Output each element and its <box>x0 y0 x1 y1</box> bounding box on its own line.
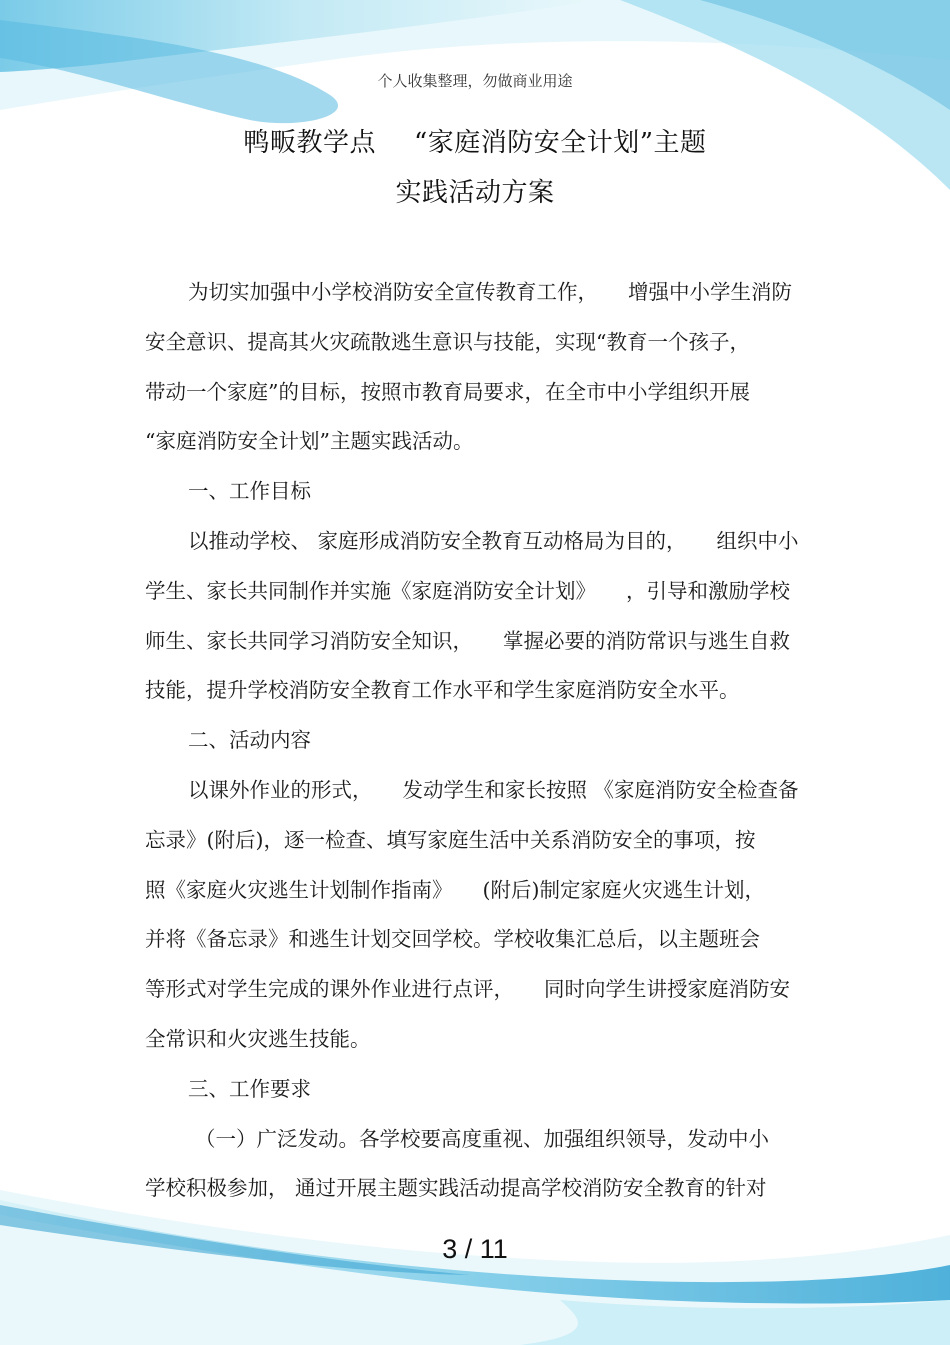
paragraph-line: 师生、家长共同学习消防安全知识， 掌握必要的消防常识与逃生自救 <box>145 628 790 653</box>
paragraph-line: 忘录》(附后)，逐一检查、填写家庭生活中关系消防安全的事项，按 <box>145 827 756 852</box>
paragraph-line: 安全意识、提高其火灾疏散逃生意识与技能，实现“教育一个孩子， <box>145 329 750 354</box>
paragraph-line: 以课外作业的形式， 发动学生和家长按照 《家庭消防安全检查备 <box>188 777 799 802</box>
section-heading-requirements: 三、工作要求 <box>188 1076 311 1101</box>
watermark-text: 个人收集整理，勿做商业用途 <box>377 72 573 90</box>
title-topic: “家庭消防安全计划”主题 <box>413 128 707 158</box>
paragraph-line: 全常识和火灾逃生技能。 <box>145 1026 371 1051</box>
document-title-line-1 <box>0 122 950 159</box>
paragraph-line: 照《家庭火灾逃生计划制作指南》 (附后)制定家庭火灾逃生计划， <box>145 877 765 902</box>
paragraph-line: 学生、家长共同制作并实施《家庭消防安全计划》 ，引导和激励学校 <box>145 578 790 603</box>
paragraph-line: 带动一个家庭”的目标，按照市教育局要求，在全市中小学组织开展 <box>145 379 750 404</box>
title-school-name: 鸭畈教学点 <box>243 128 376 158</box>
paragraph-line: 以推动学校、 家庭形成消防安全教育互动格局为目的， 组织中小 <box>188 528 799 553</box>
document-body <box>145 268 805 1214</box>
paragraph-line: 并将《备忘录》和逃生计划交回学校。学校收集汇总后，以主题班会 <box>145 927 760 952</box>
section-heading-content: 二、活动内容 <box>188 728 311 753</box>
page-number: 3 / 11 <box>442 1234 508 1264</box>
paragraph-line: “家庭消防安全计划”主题实践活动。 <box>145 429 474 454</box>
document-title-line-2: 实践活动方案 <box>395 178 555 208</box>
paragraph-line: 为切实加强中小学校消防安全宣传教育工作， 增强中小学生消防 <box>188 280 792 304</box>
paragraph-line: 技能，提升学校消防安全教育工作水平和学生家庭消防安全水平。 <box>145 678 740 703</box>
paragraph-line: 学校积极参加， 通过开展主题实践活动提高学校消防安全教育的针对 <box>145 1176 767 1201</box>
paragraph-line: （一）广泛发动。各学校要高度重视、加强组织领导，发动中小 <box>195 1126 769 1151</box>
paragraph-line: 等形式对学生完成的课外作业进行点评， 同时向学生讲授家庭消防安 <box>145 977 790 1002</box>
section-heading-goals: 一、工作目标 <box>188 479 311 504</box>
